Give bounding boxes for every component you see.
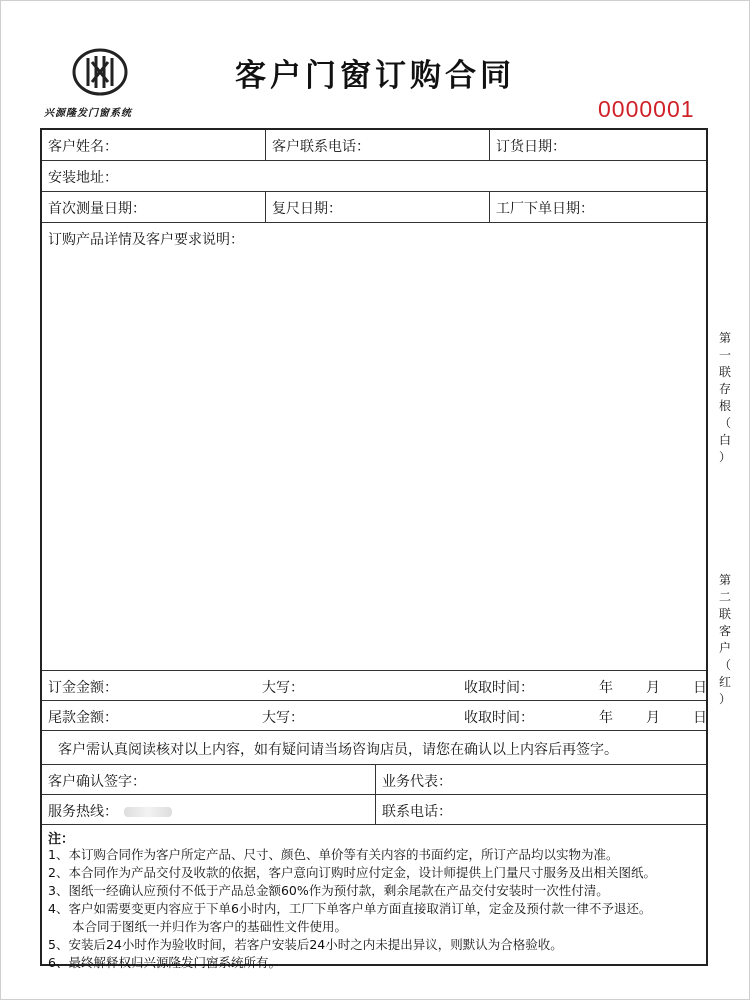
note-item: 6、最终解释权归兴源隆发门窗系统所有。 xyxy=(48,955,281,970)
copy1-label xyxy=(716,330,734,466)
copy2-char: （ xyxy=(718,658,731,672)
column-divider xyxy=(265,191,266,222)
row-divider xyxy=(42,794,706,795)
row-divider xyxy=(42,824,706,825)
copy2-char: 联 xyxy=(718,607,731,621)
sales-rep-field[interactable]: 业务代表： xyxy=(382,774,452,790)
deposit-uppercase-field[interactable]: 大写： xyxy=(262,680,304,696)
hotline-label: 服务热线： xyxy=(48,804,118,820)
column-divider xyxy=(489,130,490,160)
balance-month-label: 月 xyxy=(646,710,660,726)
copy1-char: 一 xyxy=(718,348,731,362)
deposit-receipt-time-field[interactable]: 收取时间： xyxy=(464,680,534,696)
copy1-char: （ xyxy=(718,416,731,430)
company-logo-icon xyxy=(72,48,128,96)
copy1-char: 根 xyxy=(718,399,731,413)
copy2-char: 二 xyxy=(718,590,731,604)
column-divider xyxy=(375,764,376,824)
note-item: 4、客户如需要变更内容应于下单6小时内，工厂下单客户单方面直接取消订单，定金及预付款一律不予退还。 xyxy=(48,901,652,916)
note-item: 本合同于图纸一并归作为客户的基础性文件使用。 xyxy=(72,919,348,934)
recheck-date-field[interactable]: 复尺日期： xyxy=(272,201,342,217)
customer-signature-field[interactable]: 客户确认签字： xyxy=(48,774,146,790)
contract-form xyxy=(40,128,708,970)
note-item: 2、本合同作为产品交付及收款的依据，客户意向订购时应付定金，设计师提供上门量尺寸服务及出相关图纸。 xyxy=(48,865,656,880)
row-divider xyxy=(42,764,706,765)
column-divider xyxy=(489,191,490,222)
copy2-char: ） xyxy=(718,692,731,706)
copy1-char: 白 xyxy=(718,433,731,447)
copy2-char: 第 xyxy=(718,573,731,587)
first-measure-date-field[interactable]: 首次测量日期： xyxy=(48,201,146,217)
copy2-char: 户 xyxy=(718,641,731,655)
note-item: 5、安装后24小时作为验收时间，若客户安装后24小时之内未提出异议，则默认为合格验收。 xyxy=(48,937,563,952)
copy1-char: 第 xyxy=(718,331,731,345)
row-divider xyxy=(42,160,706,161)
deposit-amount-field[interactable]: 订金金额： xyxy=(48,680,118,696)
deposit-year-label: 年 xyxy=(599,680,613,696)
copy1-char: ） xyxy=(718,450,731,464)
factory-order-date-field[interactable]: 工厂下单日期： xyxy=(496,201,594,217)
copy2-label xyxy=(716,572,734,708)
balance-year-label: 年 xyxy=(599,710,613,726)
order-date-field[interactable]: 订货日期： xyxy=(496,139,566,155)
copy1-char: 联 xyxy=(718,365,731,379)
notes-title: 注： xyxy=(48,832,75,847)
customer-name-field[interactable]: 客户姓名： xyxy=(48,139,118,155)
column-divider xyxy=(265,130,266,160)
row-divider xyxy=(42,222,706,223)
redacted-number xyxy=(124,807,172,817)
row-divider xyxy=(42,191,706,192)
balance-day-label: 日 xyxy=(693,710,707,726)
deposit-month-label: 月 xyxy=(646,680,660,696)
copy2-char: 客 xyxy=(718,624,731,638)
order-details-area[interactable]: 订购产品详情及客户要求说明： xyxy=(48,232,244,248)
contact-phone-field[interactable]: 联系电话： xyxy=(382,804,452,820)
balance-receipt-time-field[interactable]: 收取时间： xyxy=(464,710,534,726)
row-divider xyxy=(42,730,706,731)
brand-name: 兴源隆发门窗系统 xyxy=(44,108,132,119)
confirm-notice: 客户需认真阅读核对以上内容，如有疑问请当场咨询店员，请您在确认以上内容后再签字。 xyxy=(58,742,618,758)
balance-amount-field[interactable]: 尾款金额： xyxy=(48,710,118,726)
row-divider xyxy=(42,700,706,701)
note-item: 3、图纸一经确认应预付不低于产品总金额60%作为预付款，剩余尾款在产品交付安装时一次性付清。 xyxy=(48,883,609,898)
note-item: 1、本订购合同作为客户所定产品、尺寸、颜色、单价等有关内容的书面约定，所订产品均以实物为准。 xyxy=(48,847,619,862)
copy2-char: 红 xyxy=(718,675,731,689)
install-address-field[interactable]: 安装地址： xyxy=(48,170,118,186)
copy1-char: 存 xyxy=(718,382,731,396)
serial-number: 0000001 xyxy=(598,96,695,122)
page-title: 客户门窗订购合同 xyxy=(235,58,515,94)
hotline-field xyxy=(48,801,172,821)
balance-uppercase-field[interactable]: 大写： xyxy=(262,710,304,726)
customer-phone-field[interactable]: 客户联系电话： xyxy=(272,139,370,155)
row-divider xyxy=(42,670,706,671)
deposit-day-label: 日 xyxy=(693,680,707,696)
